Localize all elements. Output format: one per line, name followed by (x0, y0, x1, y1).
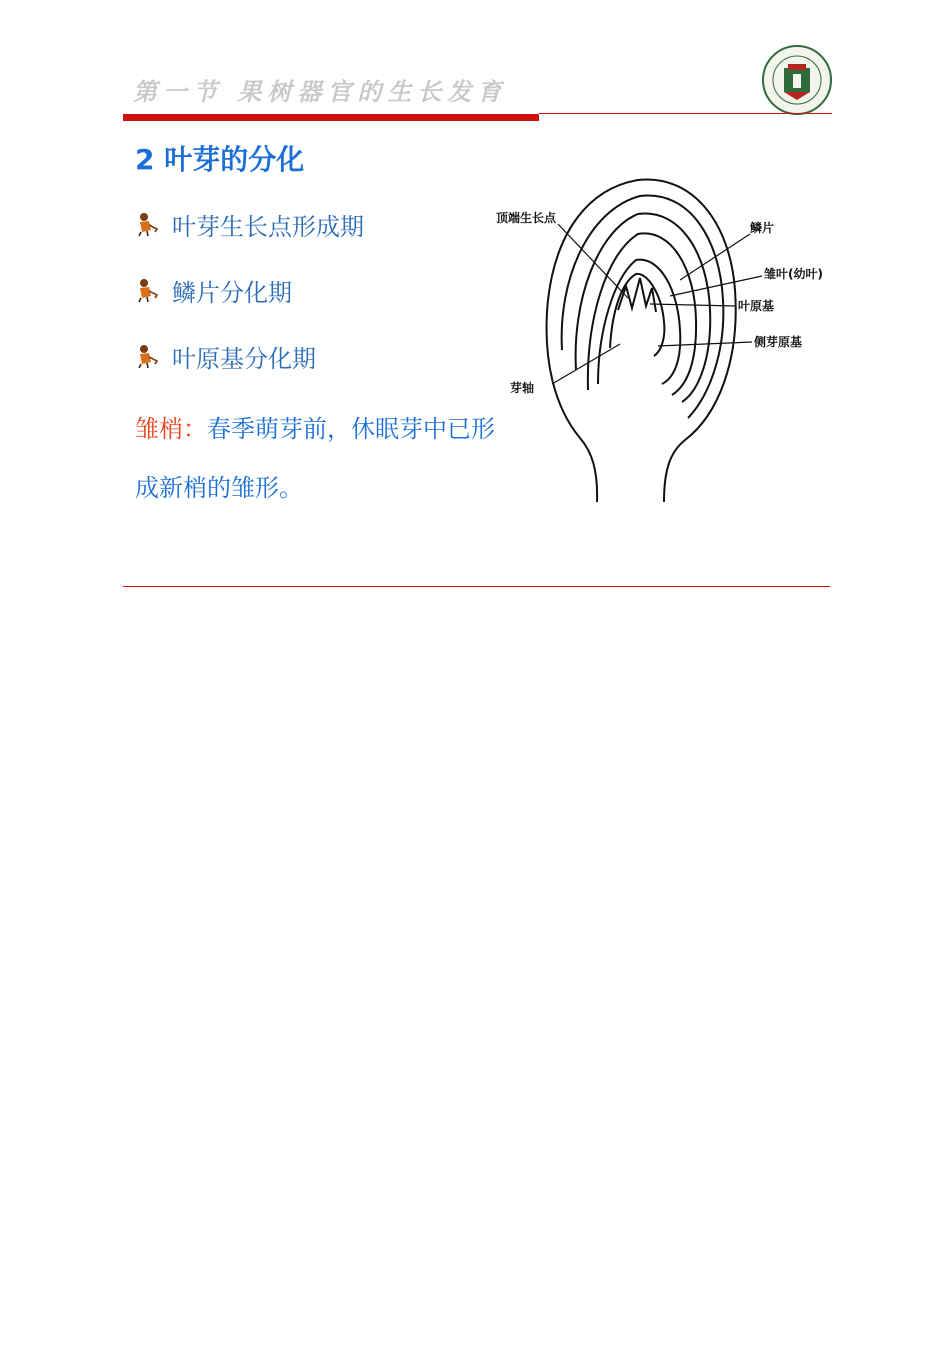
diagram-label-leaf-primordium: 叶原基 (738, 299, 775, 313)
bud-outline (547, 179, 736, 502)
definition-text: 春季萌芽前，休眠芽中已形成新梢的雏形。 (135, 415, 495, 502)
footer-divider (123, 586, 830, 587)
diagram-label-lateral-bud-primordium: 侧芽原基 (754, 335, 803, 349)
bullet-item (135, 338, 316, 374)
diagram-label-bud-axis: 芽轴 (510, 381, 535, 395)
bullet-item (135, 206, 364, 242)
bullet-figure-icon (135, 277, 161, 303)
diagram-label-apex: 顶端生长点 (496, 211, 557, 225)
bullet-label: 叶芽生长点形成期 (172, 212, 364, 241)
bullet-item (135, 272, 292, 308)
bullet-figure-icon (135, 211, 161, 237)
header-divider-thick (123, 114, 539, 121)
leaf-bud-diagram (480, 170, 840, 510)
definition-paragraph (135, 400, 515, 518)
bullet-label: 叶原基分化期 (172, 344, 316, 373)
definition-term: 雏梢： (135, 415, 207, 443)
diagram-label-scale: 鳞片 (750, 221, 775, 235)
diagram-label-embryonic-leaf: 雏叶(幼叶) (764, 267, 823, 281)
header-divider-thin (539, 113, 832, 114)
university-logo-icon (758, 44, 836, 116)
bullet-figure-icon (135, 343, 161, 369)
section-heading: 2 叶芽的分化 (135, 143, 305, 176)
header-title: 第一节 果树器官的生长发育 (133, 77, 508, 106)
bullet-label: 鳞片分化期 (172, 278, 292, 307)
